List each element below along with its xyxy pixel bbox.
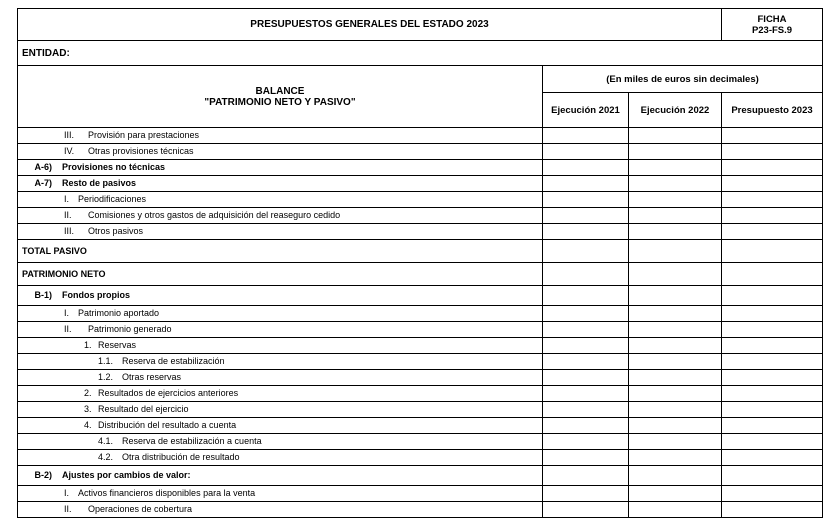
cell-2022[interactable] bbox=[629, 224, 722, 240]
cell-2021[interactable] bbox=[543, 128, 629, 144]
row-label bbox=[18, 370, 543, 386]
table-row bbox=[18, 263, 823, 286]
row-text: Fondos propios bbox=[62, 290, 130, 300]
cell-2022[interactable] bbox=[629, 128, 722, 144]
cell-2022[interactable] bbox=[629, 240, 722, 263]
table-row bbox=[18, 160, 823, 176]
cell-2023[interactable] bbox=[722, 160, 823, 176]
row-code: B-2) bbox=[34, 470, 52, 480]
cell-2022[interactable] bbox=[629, 306, 722, 322]
cell-2022[interactable] bbox=[629, 354, 722, 370]
row-label bbox=[18, 418, 543, 434]
row-text: TOTAL PASIVO bbox=[22, 245, 87, 256]
table-row bbox=[18, 128, 823, 144]
cell-2021[interactable] bbox=[543, 144, 629, 160]
row-label bbox=[18, 450, 543, 466]
row-text: Patrimonio generado bbox=[88, 324, 172, 334]
cell-2023[interactable] bbox=[722, 192, 823, 208]
cell-2021[interactable] bbox=[543, 450, 629, 466]
cell-2021[interactable] bbox=[543, 434, 629, 450]
row-text: Comisiones y otros gastos de adquisición del reaseguro cedido bbox=[88, 210, 341, 220]
table-row bbox=[18, 144, 823, 160]
row-label bbox=[18, 224, 543, 240]
balance-subtitle: "PATRIMONIO NETO Y PASIVO" bbox=[204, 96, 356, 108]
ficha-label: FICHA bbox=[757, 13, 787, 25]
ficha-number: P23-FS.9 bbox=[751, 24, 793, 36]
cell-2023[interactable] bbox=[722, 402, 823, 418]
row-text: Reserva de estabilización a cuenta bbox=[122, 436, 262, 446]
cell-2022[interactable] bbox=[629, 286, 722, 306]
row-label bbox=[18, 208, 543, 224]
table-row bbox=[18, 224, 823, 240]
row-number: 1.1. bbox=[98, 356, 114, 366]
row-number: I. bbox=[64, 308, 70, 318]
cell-2022[interactable] bbox=[629, 176, 722, 192]
cell-2023[interactable] bbox=[722, 128, 823, 144]
row-number: I. bbox=[64, 488, 70, 498]
row-label bbox=[18, 263, 543, 286]
balance-table bbox=[17, 8, 823, 518]
cell-2022[interactable] bbox=[629, 370, 722, 386]
cell-2021[interactable] bbox=[543, 354, 629, 370]
table-row bbox=[18, 466, 823, 486]
row-label bbox=[18, 240, 543, 263]
row-label bbox=[18, 176, 543, 192]
row-code: A-7) bbox=[34, 178, 52, 188]
balance-title: BALANCE bbox=[255, 85, 305, 97]
row-text: Resultados de ejercicios anteriores bbox=[98, 388, 239, 398]
table-row bbox=[18, 486, 823, 502]
table-row bbox=[18, 322, 823, 338]
table-row bbox=[18, 502, 823, 518]
table-row bbox=[18, 192, 823, 208]
cell-2021[interactable] bbox=[543, 386, 629, 402]
row-label bbox=[18, 354, 543, 370]
cell-2021[interactable] bbox=[543, 208, 629, 224]
row-number: IV. bbox=[64, 146, 75, 156]
row-label bbox=[18, 386, 543, 402]
cell-2023[interactable] bbox=[722, 354, 823, 370]
cell-2022[interactable] bbox=[629, 418, 722, 434]
row-code: A-6) bbox=[34, 162, 52, 172]
row-label bbox=[18, 466, 543, 486]
row-text: PATRIMONIO NETO bbox=[22, 268, 106, 279]
row-number: II. bbox=[64, 504, 72, 514]
row-text: Reservas bbox=[98, 340, 137, 350]
row-number: 4.1. bbox=[98, 436, 114, 446]
row-label bbox=[18, 486, 543, 502]
row-label bbox=[18, 128, 543, 144]
cell-2023[interactable] bbox=[722, 224, 823, 240]
cell-2023[interactable] bbox=[722, 176, 823, 192]
cell-2023[interactable] bbox=[722, 370, 823, 386]
cell-2023[interactable] bbox=[722, 434, 823, 450]
cell-2023[interactable] bbox=[722, 263, 823, 286]
table-row bbox=[18, 386, 823, 402]
row-label bbox=[18, 322, 543, 338]
cell-2022[interactable] bbox=[629, 208, 722, 224]
column-header-2021: Ejecución 2021 bbox=[543, 93, 629, 128]
cell-2022[interactable] bbox=[629, 486, 722, 502]
cell-2023[interactable] bbox=[722, 240, 823, 263]
row-label bbox=[18, 160, 543, 176]
table-row bbox=[18, 306, 823, 322]
column-header-2022: Ejecución 2022 bbox=[629, 93, 722, 128]
cell-2022[interactable] bbox=[629, 338, 722, 354]
cell-2021[interactable] bbox=[543, 306, 629, 322]
cell-2023[interactable] bbox=[722, 466, 823, 486]
table-row bbox=[18, 434, 823, 450]
row-text: Otra distribución de resultado bbox=[122, 452, 240, 462]
cell-2021[interactable] bbox=[543, 263, 629, 286]
cell-2022[interactable] bbox=[629, 192, 722, 208]
row-number: 4. bbox=[84, 420, 92, 430]
row-number: 3. bbox=[84, 404, 92, 414]
cell-2021[interactable] bbox=[543, 176, 629, 192]
cell-2023[interactable] bbox=[722, 286, 823, 306]
cell-2023[interactable] bbox=[722, 386, 823, 402]
cell-2022[interactable] bbox=[629, 144, 722, 160]
cell-2021[interactable] bbox=[543, 240, 629, 263]
table-row bbox=[18, 450, 823, 466]
cell-2022[interactable] bbox=[629, 263, 722, 286]
cell-2023[interactable] bbox=[722, 144, 823, 160]
row-number: II. bbox=[64, 324, 72, 334]
row-label bbox=[18, 402, 543, 418]
row-number: II. bbox=[64, 210, 72, 220]
table-row bbox=[18, 402, 823, 418]
cell-2022[interactable] bbox=[629, 434, 722, 450]
cell-2021[interactable] bbox=[543, 418, 629, 434]
ficha-code bbox=[722, 9, 823, 41]
row-number: III. bbox=[64, 226, 75, 236]
cell-2021[interactable] bbox=[543, 286, 629, 306]
cell-2022[interactable] bbox=[629, 502, 722, 518]
row-text: Provisiones no técnicas bbox=[62, 162, 166, 172]
cell-2022[interactable] bbox=[629, 402, 722, 418]
table-row bbox=[18, 286, 823, 306]
row-text: Periodificaciones bbox=[78, 194, 147, 204]
cell-2021[interactable] bbox=[543, 402, 629, 418]
row-text: Patrimonio aportado bbox=[78, 308, 160, 318]
row-text: Otras provisiones técnicas bbox=[88, 146, 194, 156]
row-text: Resultado del ejercicio bbox=[98, 404, 189, 414]
document-title: PRESUPUESTOS GENERALES DEL ESTADO 2023 bbox=[18, 9, 722, 41]
table-row bbox=[18, 370, 823, 386]
cell-2021[interactable] bbox=[543, 486, 629, 502]
row-text: Provisión para prestaciones bbox=[88, 130, 200, 140]
row-number: 4.2. bbox=[98, 452, 114, 462]
table-row bbox=[18, 240, 823, 263]
cell-2021[interactable] bbox=[543, 224, 629, 240]
table-row bbox=[18, 208, 823, 224]
cell-2021[interactable] bbox=[543, 322, 629, 338]
row-label bbox=[18, 306, 543, 322]
cell-2023[interactable] bbox=[722, 338, 823, 354]
table-row bbox=[18, 354, 823, 370]
cell-2022[interactable] bbox=[629, 322, 722, 338]
cell-2023[interactable] bbox=[722, 208, 823, 224]
row-text: Otros pasivos bbox=[88, 226, 144, 236]
row-code: B-1) bbox=[34, 290, 52, 300]
cell-2023[interactable] bbox=[722, 502, 823, 518]
row-label bbox=[18, 192, 543, 208]
entidad-label: ENTIDAD: bbox=[18, 41, 823, 66]
units-note: (En miles de euros sin decimales) bbox=[543, 66, 823, 93]
cell-2021[interactable] bbox=[543, 502, 629, 518]
row-text: Otras reservas bbox=[122, 372, 182, 382]
cell-2023[interactable] bbox=[722, 306, 823, 322]
row-number: 1. bbox=[84, 340, 92, 350]
row-text: Operaciones de cobertura bbox=[88, 504, 193, 514]
row-text: Reserva de estabilización bbox=[122, 356, 225, 366]
cell-2022[interactable] bbox=[629, 386, 722, 402]
cell-2021[interactable] bbox=[543, 160, 629, 176]
row-label bbox=[18, 144, 543, 160]
row-label bbox=[18, 338, 543, 354]
cell-2021[interactable] bbox=[543, 338, 629, 354]
row-number: 1.2. bbox=[98, 372, 114, 382]
row-text: Activos financieros disponibles para la venta bbox=[78, 488, 256, 498]
row-text: Distribución del resultado a cuenta bbox=[98, 420, 237, 430]
cell-2023[interactable] bbox=[722, 486, 823, 502]
row-label bbox=[18, 502, 543, 518]
cell-2022[interactable] bbox=[629, 450, 722, 466]
cell-2021[interactable] bbox=[543, 370, 629, 386]
budget-form bbox=[17, 8, 822, 518]
table-row bbox=[18, 176, 823, 192]
row-number: 2. bbox=[84, 388, 92, 398]
row-number: III. bbox=[64, 130, 75, 140]
table-row bbox=[18, 338, 823, 354]
cell-2023[interactable] bbox=[722, 418, 823, 434]
cell-2022[interactable] bbox=[629, 160, 722, 176]
row-text: Resto de pasivos bbox=[62, 178, 137, 188]
balance-heading bbox=[18, 66, 543, 128]
cell-2021[interactable] bbox=[543, 466, 629, 486]
row-text: Ajustes por cambios de valor: bbox=[62, 470, 191, 480]
column-header-2023: Presupuesto 2023 bbox=[722, 93, 823, 128]
cell-2021[interactable] bbox=[543, 192, 629, 208]
table-row bbox=[18, 418, 823, 434]
cell-2023[interactable] bbox=[722, 450, 823, 466]
row-label bbox=[18, 286, 543, 306]
row-label bbox=[18, 434, 543, 450]
cell-2022[interactable] bbox=[629, 466, 722, 486]
row-number: I. bbox=[64, 194, 70, 204]
cell-2023[interactable] bbox=[722, 322, 823, 338]
